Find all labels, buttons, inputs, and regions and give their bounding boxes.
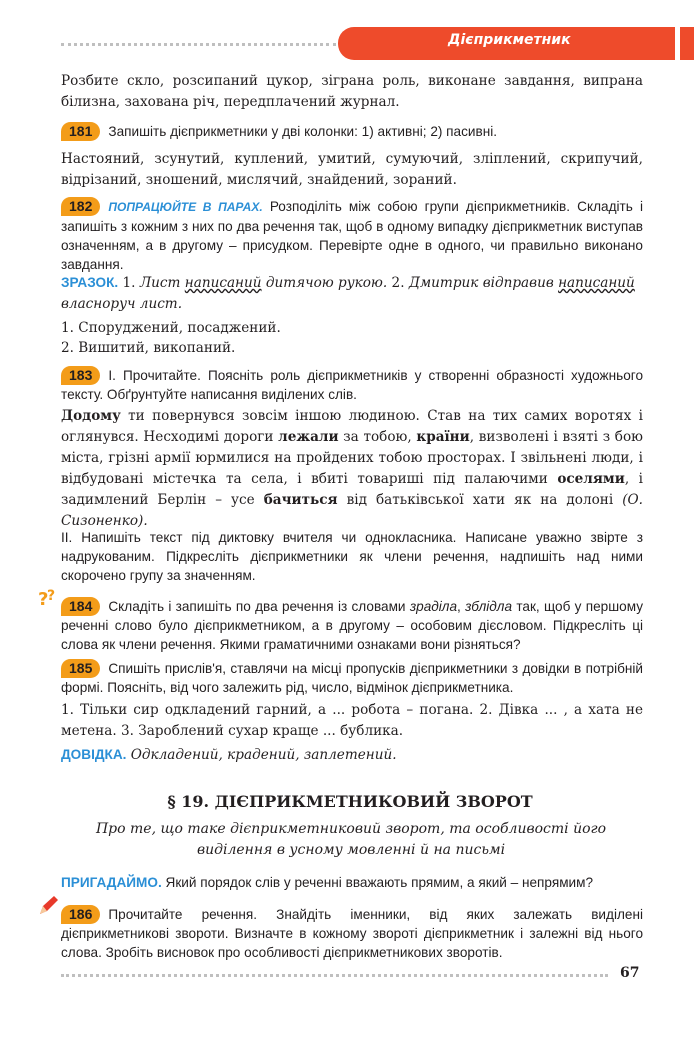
- sample-text: Дмитрик відправив: [408, 275, 559, 291]
- sample-text: власноруч лист.: [61, 296, 183, 312]
- section-subtitle: Про те, що таке дієприкметниковий зворот, та особливості його виділення в усному мовленні й на письмі: [95, 821, 607, 858]
- sample-label: ЗРАЗОК.: [61, 275, 119, 290]
- highlighted-word: бачиться: [263, 492, 338, 508]
- exercise-182-item-2: 2. Вишитий, викопаний.: [61, 340, 236, 356]
- exercise-number-badge: 182: [61, 197, 100, 216]
- question-marks-icon: [38, 585, 60, 611]
- footer-dotted-rule: [61, 974, 608, 977]
- reference-words: Одкладений, крадений, заплетений.: [130, 747, 397, 763]
- text-run: Складіть і запишіть по два речення із словами: [108, 599, 410, 614]
- highlighted-word: зраділа: [409, 599, 458, 614]
- sample-text: дитячою рукою.: [261, 275, 388, 291]
- text-run: , і задимлений Берлін – усе: [61, 471, 643, 508]
- sample-text: 2.: [387, 275, 409, 291]
- recall-label: ПРИГАДАЙМО.: [61, 875, 162, 890]
- exercise-181-words: Настояний, зсунутий, куплений, умитий, сумуючий, зліплений, скрипучий, відрізаний, зношений, мислячий, знайдений, зораний.: [61, 151, 643, 188]
- text-run: за тобою,: [338, 429, 417, 445]
- header-edge-bar: [680, 27, 694, 60]
- exercise-instruction: Прочитайте речення. Знайдіть іменники, від яких залежать виділені дієприкметникові звороти. Визначте в кожному звороті дієприкметник і залежні від нього слова. Зробіть висновок про особливості дієприкметникових зворотів.: [61, 907, 643, 960]
- exercise-181: [61, 122, 643, 141]
- highlighted-word: Додому: [61, 408, 121, 424]
- exercise-instruction: Спишіть прислів'я, ставлячи на місці пропусків дієприкметники з довідки в потрібній формі. Поясніть, від чого залежить рід, число, відмінок дієприкметника.: [61, 661, 643, 695]
- exercise-instruction: Розподіліть між собою групи дієприкметників. Складіть і запишіть з кожним з них по два речення так, щоб в одному випадку дієприкметник виступав означенням, а в другому – присудком. Перевірте одне в одного, чи правильно виконано завдання.: [61, 199, 643, 272]
- exercise-185-reference: [61, 744, 643, 766]
- sample-underlined-word: написаний: [558, 275, 635, 291]
- exercise-number-badge: 186: [61, 905, 100, 924]
- highlighted-word: зблідла: [465, 599, 513, 614]
- highlighted-word: лежали: [278, 429, 339, 445]
- exercise-183-text: [61, 406, 643, 532]
- exercise-number-badge: 181: [61, 122, 100, 141]
- author-citation: (О. Сизоненко).: [61, 492, 643, 529]
- text-run: від батьківської хати як на долоні: [337, 492, 623, 508]
- text-run: , визволені і взяті з бою міста, грізні армії юрмилися на пройдених тобою просторах. І звільнені люди, і відбудовані містечка та села, і вбиті товариші під палаючими: [61, 429, 643, 487]
- section-title: Дієприкметник: [448, 32, 571, 48]
- svg-text:?: ?: [38, 589, 49, 610]
- reference-label: ДОВІДКА.: [61, 747, 127, 762]
- sample-underlined-word: написаний: [184, 275, 262, 291]
- exercise-number-badge: 184: [61, 597, 100, 616]
- highlighted-word: оселями: [557, 471, 625, 487]
- section-heading: § 19. ДІЄПРИКМЕТНИКОВИЙ ЗВОРОТ: [167, 792, 533, 811]
- recall: [61, 873, 643, 892]
- exercise-186: [61, 905, 643, 962]
- exercise-instruction: Запишіть дієприкметники у дві колонки: 1) активні; 2) пасивні.: [108, 124, 498, 139]
- exercise-number-badge: 185: [61, 659, 100, 678]
- recall-text: Який порядок слів у реченні вважають прямим, а який – непрямим?: [165, 875, 594, 890]
- sample-text: 1.: [122, 275, 140, 291]
- exercise-182: [61, 197, 643, 274]
- page-number: 67: [620, 965, 640, 981]
- intro-text: Розбите скло, розсипаний цукор, зіграна роль, виконане завдання, випрана білизна, захована річ, передплачений журнал.: [61, 73, 643, 110]
- pencil-icon: [36, 894, 60, 918]
- text-run: ти повернувся зовсім іншою людиною. Став на тих самих воротях і оглянувся. Несходимі дороги: [61, 408, 643, 445]
- pair-work-tag: ПОПРАЦЮЙТЕ В ПАРАХ.: [108, 200, 263, 214]
- svg-text:?: ?: [47, 588, 56, 604]
- exercise-instruction: I. Прочитайте. Поясніть роль дієприкметників у створенні образності художнього тексту. Обґрунтуйте написання виділених слів.: [61, 368, 643, 402]
- exercise-number-badge: 183: [61, 366, 100, 385]
- exercise-183-part-2: II. Напишіть текст під диктовку вчителя чи однокласника. Написане уважно звірте з надрукованим. Підкресліть дієприкметники як члени речення, надпишіть над ними скорочено групу за значенням.: [61, 530, 643, 583]
- sample-text: Лист: [139, 275, 185, 291]
- text-run: ,: [457, 599, 466, 614]
- exercise-185: [61, 659, 643, 697]
- exercise-185-proverbs: 1. Тільки сир одкладений гарний, а ... робота – погана. 2. Дівка ... , а хата не метена. 3. Зароблений сухар краще ... бублика.: [61, 702, 643, 739]
- highlighted-word: країни: [416, 429, 470, 445]
- exercise-184: [61, 597, 643, 654]
- header-dotted-rule: [61, 43, 336, 46]
- exercise-183: [61, 366, 643, 404]
- text-run: так, щоб у першому реченні слово було дієприкметником, а в другому – особовим дієсловом. Підкресліть ці слова як члени речення. Якими граматичними ознаками вони різняться?: [61, 599, 643, 652]
- exercise-182-item-1: 1. Споруджений, посаджений.: [61, 320, 281, 336]
- exercise-182-sample: [61, 272, 643, 315]
